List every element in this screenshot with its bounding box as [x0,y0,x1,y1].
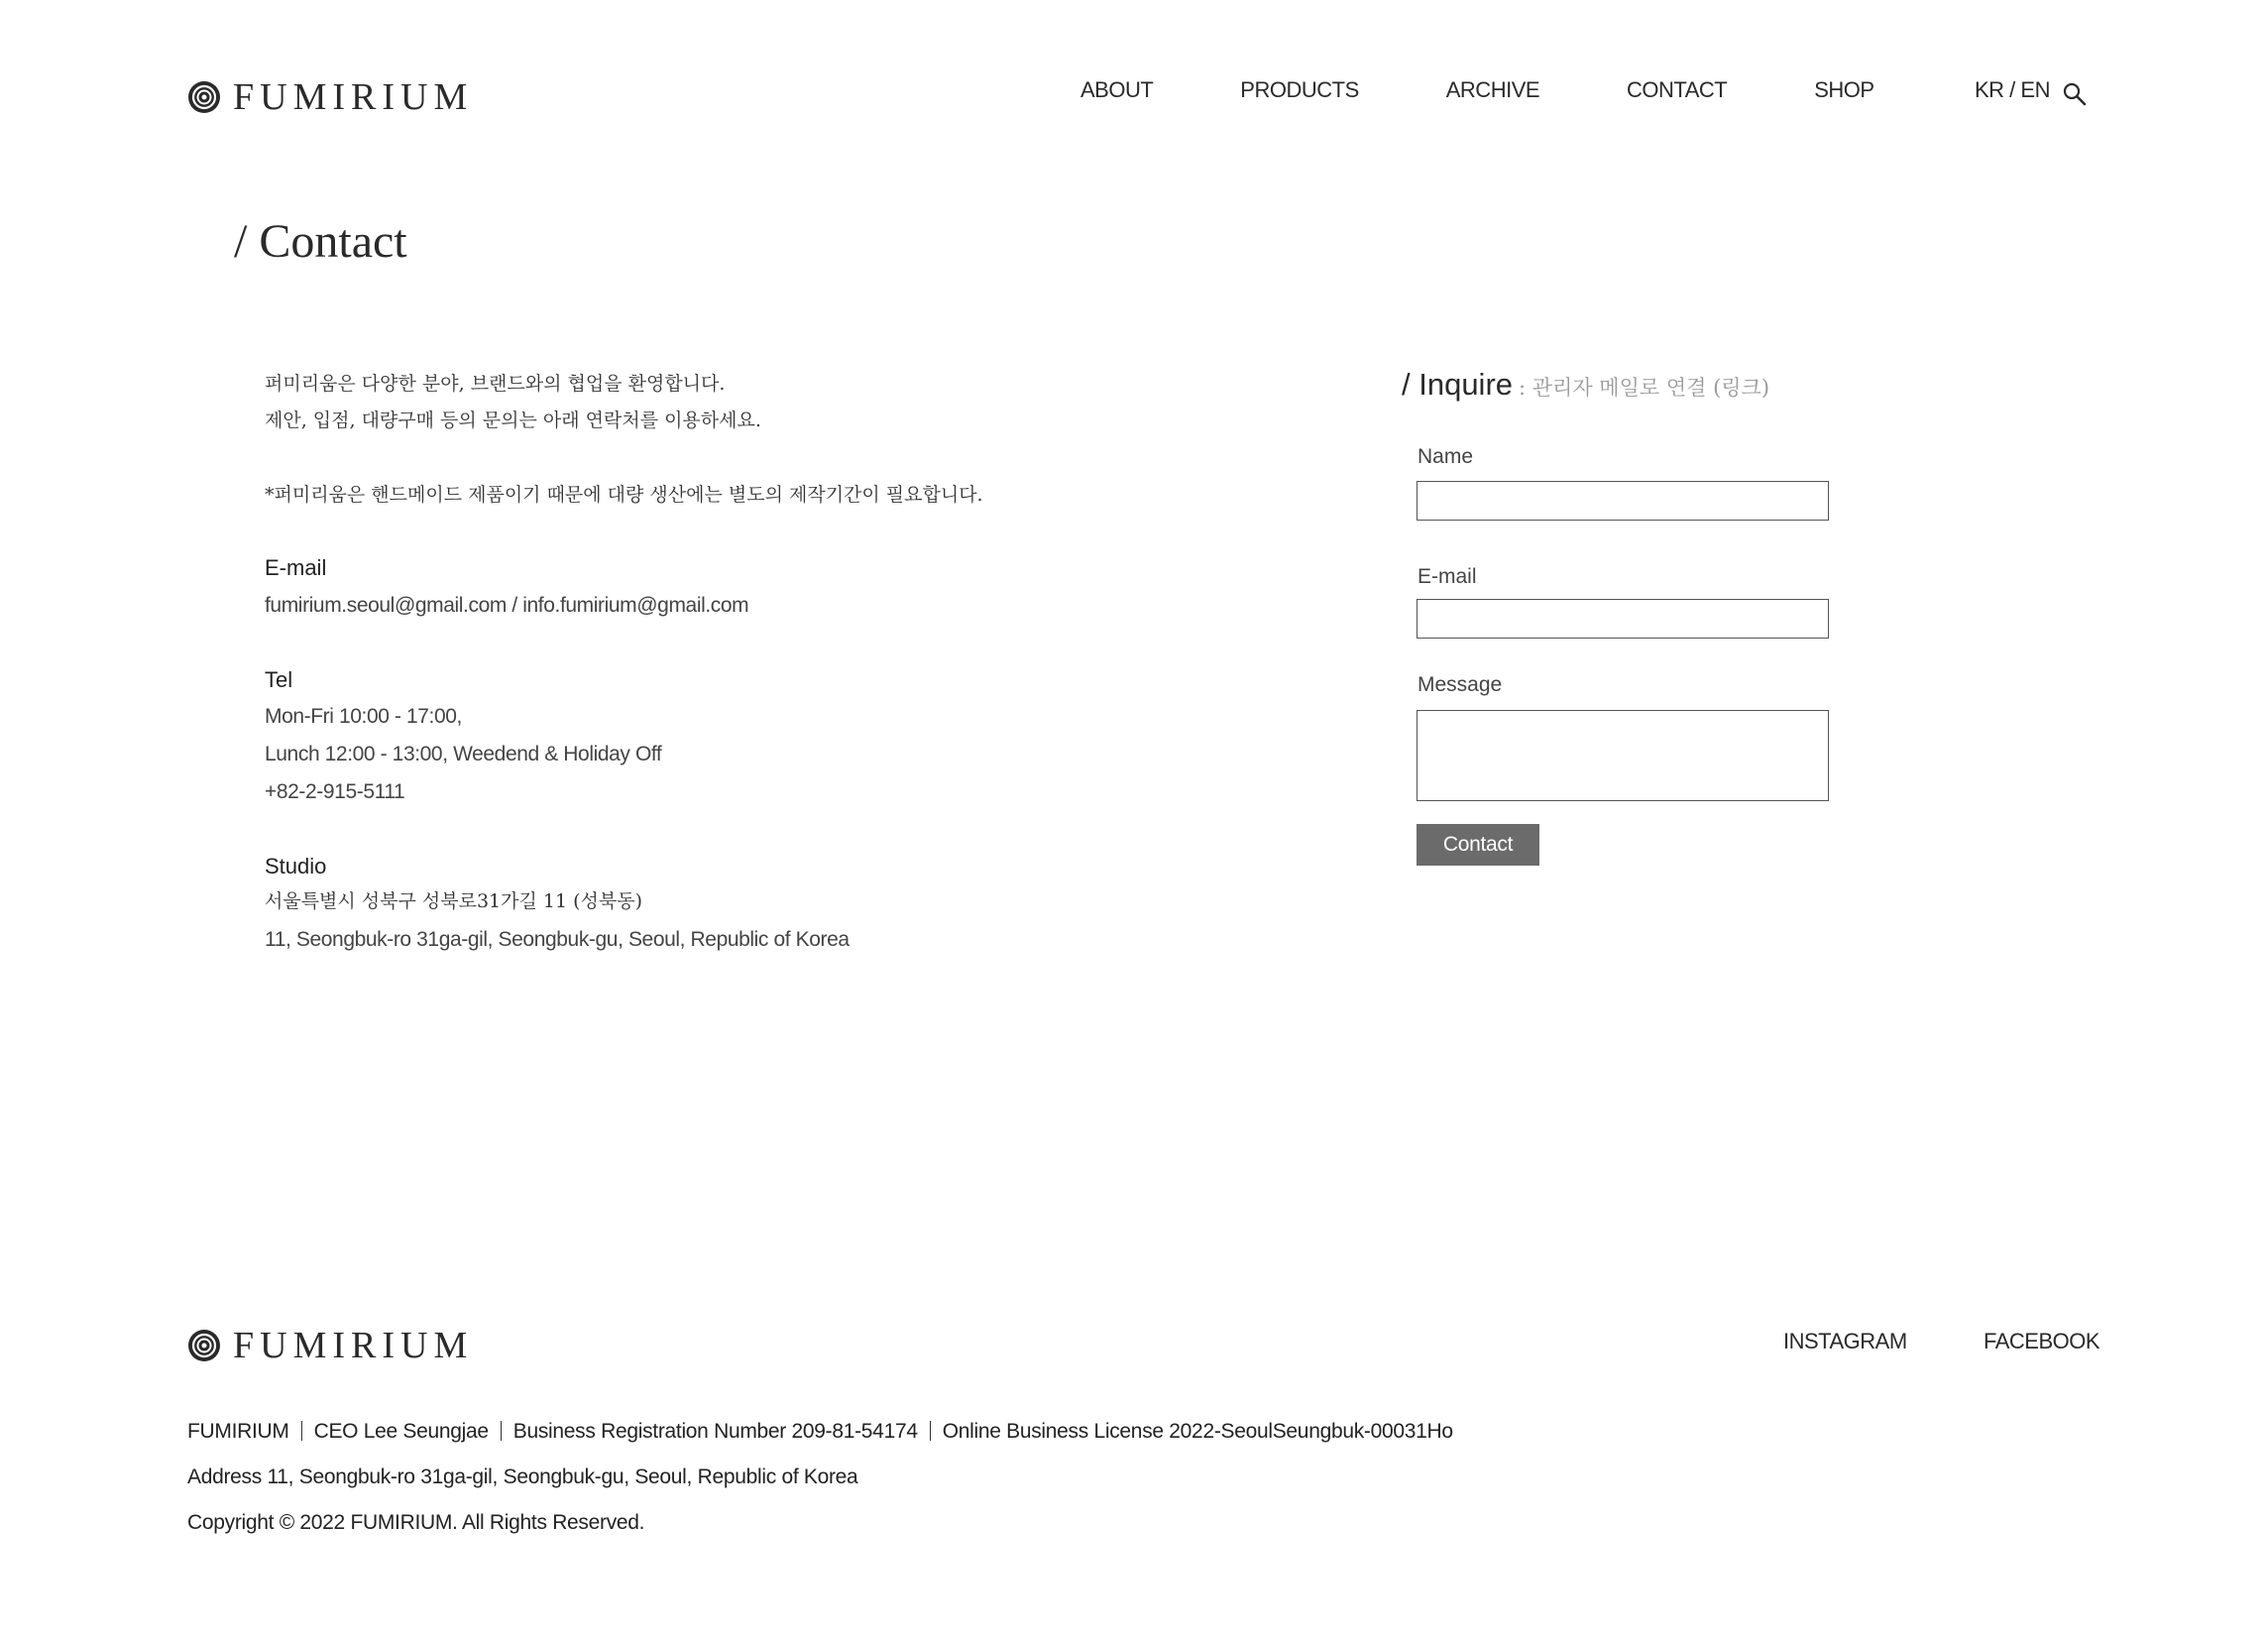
main-nav [1080,77,1874,103]
footer-address: Address 11, Seongbuk-ro 31ga-gil, Seongbuk-gu, Seoul, Republic of Korea [187,1465,858,1488]
footer-business-info [187,1420,1453,1444]
nav-contact[interactable]: CONTACT [1627,77,1728,102]
message-textarea[interactable] [1417,710,1829,801]
instagram-link[interactable]: INSTAGRAM [1783,1329,1907,1353]
name-input[interactable] [1417,481,1829,521]
tel-number[interactable]: +82-2-915-5111 [265,780,405,803]
intro-line-1: 퍼미리움은 다양한 분야, 브랜드와의 협업을 환영합니다. [265,373,726,395]
inquire-title: / Inquire [1402,367,1514,402]
logo-mark-icon [187,80,221,114]
header-logo[interactable] [187,78,473,116]
footer-license: Online Business License 2022-SeoulSeungbuk-00031Ho [942,1420,1453,1443]
logo-wordmark: FUMIRIUM [233,76,474,118]
footer-logo[interactable] [187,1327,473,1364]
studio-address-en: 11, Seongbuk-ro 31ga-gil, Seongbuk-gu, Seoul, Republic of Korea [265,928,850,951]
email-label: E-mail [265,555,327,580]
contact-submit-button[interactable]: Contact [1417,824,1539,866]
nav-about[interactable]: ABOUT [1080,77,1154,102]
divider [301,1421,302,1441]
footer-wordmark: FUMIRIUM [233,1325,474,1366]
email-value[interactable]: fumirium.seoul@gmail.com / info.fumirium@gmail.com [265,594,749,617]
inquire-note: : 관리자 메일로 연결 (링크) [1519,376,1770,400]
email-field-label: E-mail [1418,565,1477,588]
intro-line-2: 제안, 입점, 대량구매 등의 문의는 아래 연락처를 이용하세요. [265,410,761,431]
tel-lunch: Lunch 12:00 - 13:00, Weedend & Holiday Off [265,743,662,765]
footer-company: FUMIRIUM [187,1420,289,1443]
production-note: *퍼미리움은 핸드메이드 제품이기 때문에 대량 생산에는 별도의 제작기간이 필요합니다. [265,484,983,506]
studio-label: Studio [265,854,327,879]
footer-ceo: CEO Lee Seungjae [313,1420,489,1443]
divider [501,1421,502,1441]
nav-shop[interactable]: SHOP [1814,77,1874,102]
page-title: / Contact [234,215,407,268]
nav-products[interactable]: PRODUCTS [1240,77,1359,102]
facebook-link[interactable]: FACEBOOK [1984,1329,2100,1353]
email-input[interactable] [1417,599,1829,639]
footer-copyright: Copyright © 2022 FUMIRIUM. All Rights Reserved. [187,1511,645,1534]
divider [930,1421,931,1441]
search-icon[interactable] [2062,81,2088,107]
footer-logo-mark-icon [187,1329,221,1362]
tel-label: Tel [265,667,293,692]
name-label: Name [1418,445,1474,468]
nav-archive[interactable]: ARCHIVE [1445,77,1540,102]
inquire-heading [1402,367,1769,403]
message-label: Message [1418,673,1503,696]
footer-brn: Business Registration Number 209-81-54174 [512,1420,918,1443]
tel-hours: Mon-Fri 10:00 - 17:00, [265,705,462,728]
studio-address-ko: 서울특별시 성북구 성북로31가길 11 (성북동) [265,890,643,912]
language-toggle[interactable]: KR / EN [1975,77,2050,102]
